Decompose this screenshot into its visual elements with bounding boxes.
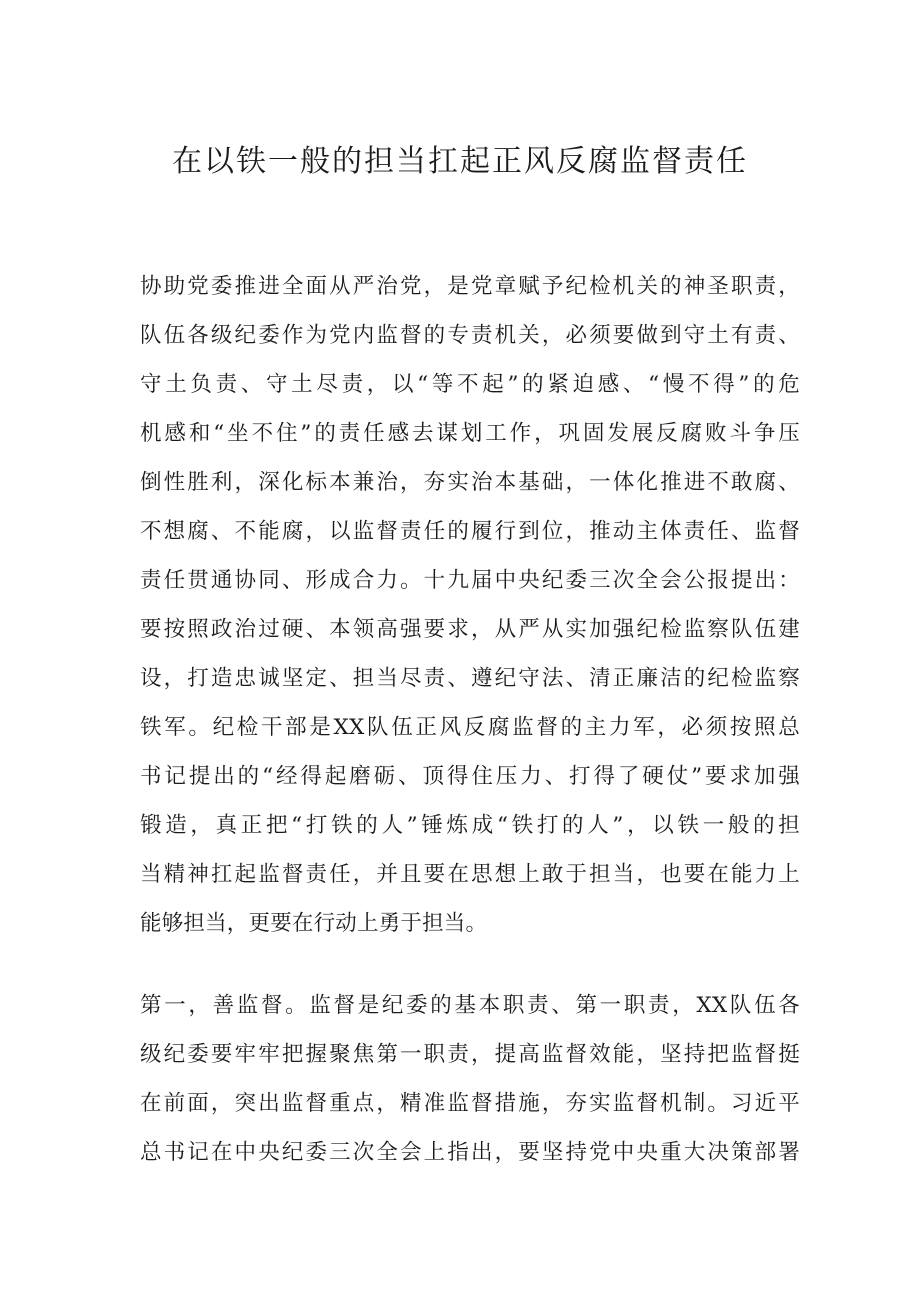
paragraph-line: 守土负责、守土尽责，以“等不起”的紧迫感、“慢不得”的危	[140, 372, 800, 397]
document-title: 在以铁一般的担当扛起正风反腐监督责任	[172, 144, 748, 179]
paragraph-line: 设，打造忠诚坚定、担当尽责、遵纪守法、清正廉洁的纪检监察	[140, 666, 800, 691]
paragraph-line: 级纪委要牢牢把握聚焦第一职责，提高监督效能，坚持把监督挺	[140, 1042, 800, 1067]
paragraph-line: 不想腐、不能腐，以监督责任的履行到位，推动主体责任、监督	[140, 519, 800, 544]
paragraph-line: 要按照政治过硬、本领高强要求，从严从实加强纪检监察队伍建	[140, 617, 800, 642]
paragraph-line: 能够担当，更要在行动上勇于担当。	[140, 911, 488, 936]
paragraph-line: 铁军。纪检干部是XX队伍正风反腐监督的主力军，必须按照总	[140, 715, 800, 740]
paragraph-supervision	[140, 981, 800, 1177]
paragraph-line: 总书记在中央纪委三次全会上指出，要坚持党中央重大决策部署	[140, 1140, 800, 1165]
paragraph-line: 当精神扛起监督责任，并且要在思想上敢于担当，也要在能力上	[140, 862, 800, 887]
paragraph-line: 在前面，突出监督重点，精准监督措施，夯实监督机制。习近平	[140, 1091, 800, 1116]
paragraph-line: 机感和“坐不住”的责任感去谋划工作，巩固发展反腐败斗争压	[140, 421, 800, 446]
paragraph-line: 锻造，真正把“打铁的人”锤炼成“铁打的人”，以铁一般的担	[140, 813, 800, 838]
paragraph-line: 倒性胜利，深化标本兼治，夯实治本基础，一体化推进不敢腐、	[140, 470, 800, 495]
paragraph-line: 队伍各级纪委作为党内监督的专责机关，必须要做到守土有责、	[140, 323, 800, 348]
paragraph-line: 责任贯通协同、形成合力。十九届中央纪委三次全会公报提出：	[140, 568, 800, 593]
paragraph-intro	[140, 262, 800, 948]
paragraph-line: 第一，善监督。监督是纪委的基本职责、第一职责，XX队伍各	[140, 993, 800, 1018]
paragraph-line: 书记提出的“经得起磨砺、顶得住压力、打得了硬仗”要求加强	[140, 764, 800, 789]
paragraph-line: 协助党委推进全面从严治党，是党章赋予纪检机关的神圣职责，	[140, 274, 800, 299]
